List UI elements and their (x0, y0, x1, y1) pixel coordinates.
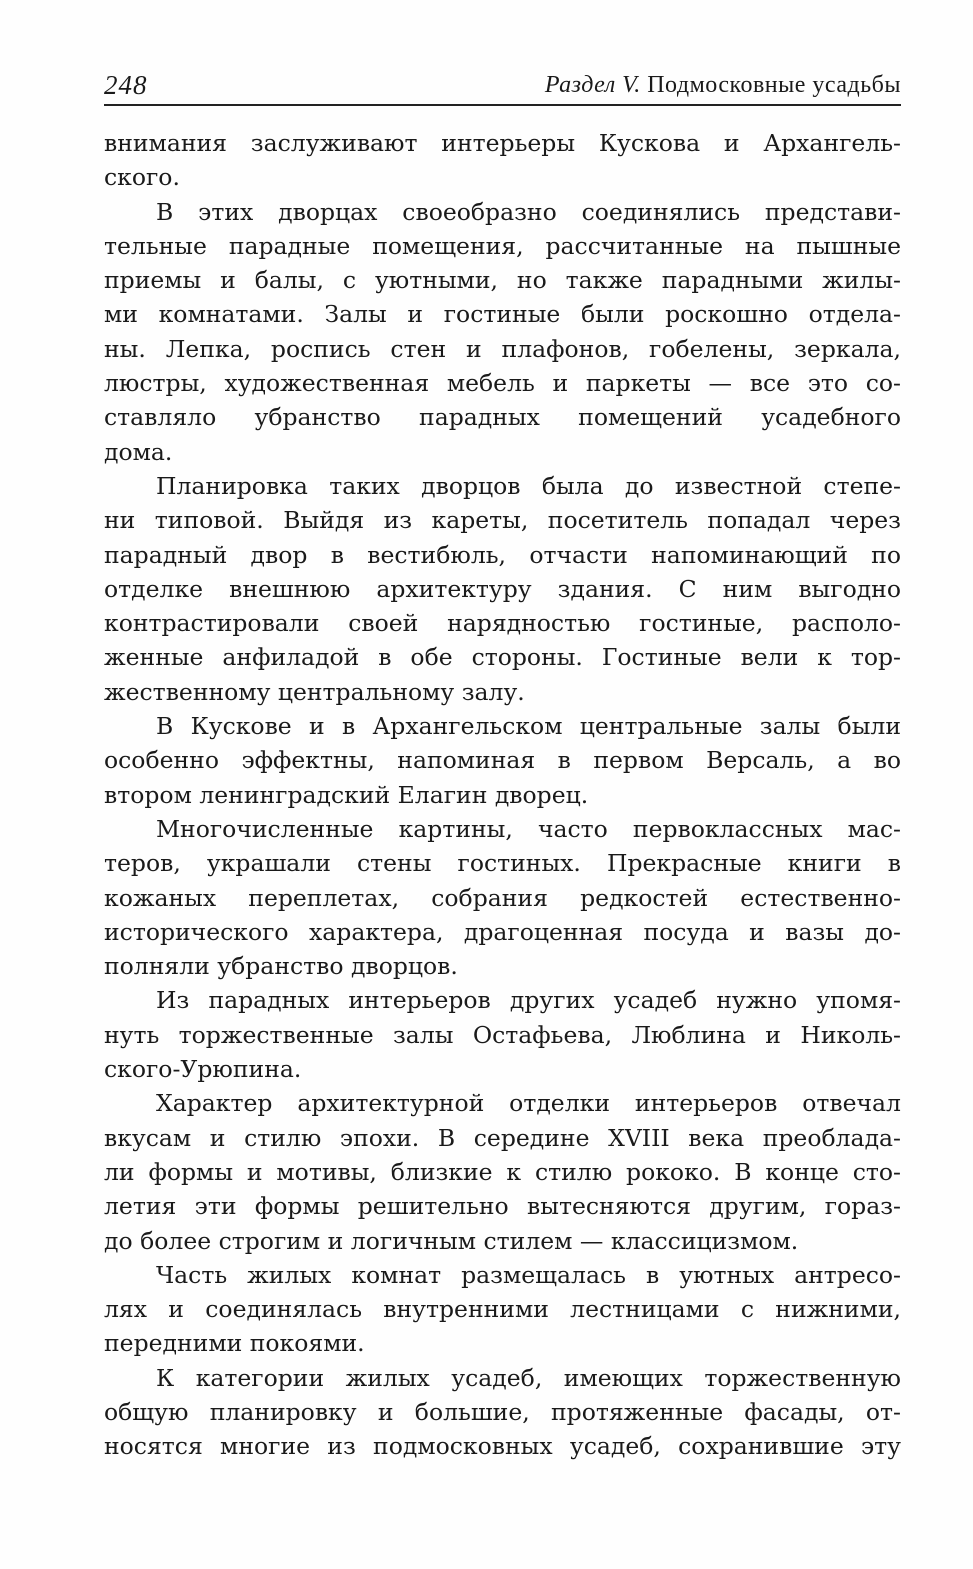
section-title (545, 72, 901, 99)
text-line: ни типовой. Выйдя из кареты, посетитель попадал через (104, 506, 901, 535)
text-line: Многочисленные картины, часто первоклассных мас- (156, 814, 901, 843)
text-line: В этих дворцах своеобразно соединялись представи- (156, 197, 901, 226)
text-line: Часть жилых комнат размещалась в уютных антресо- (156, 1260, 901, 1289)
text-line: лях и соединялась внутренними лестницами с нижними, (104, 1295, 901, 1324)
text-line: отделке внешнюю архитектуру здания. С ним выгодно (104, 574, 901, 603)
text-line: ми комнатами. Залы и гостиные были роскошно отдела- (104, 300, 901, 329)
text-line: внимания заслуживают интерьеры Кускова и Архангель- (104, 129, 901, 157)
text-line: Из парадных интерьеров других усадеб нужно упомя- (156, 986, 901, 1015)
text-line: Планировка таких дворцов была до известной степе- (156, 471, 901, 500)
page-number: 248 (104, 70, 148, 100)
text-line: до более строгим и логичным стилем — классицизмом. (104, 1226, 799, 1255)
text-line: тельные парадные помещения, рассчитанные на пышные (104, 231, 901, 260)
body-text (104, 126, 901, 1464)
text-line: летия эти формы решительно вытесняются другим, гораз- (104, 1192, 901, 1221)
text-line: приемы и балы, с уютными, но также парадными жилы- (104, 266, 901, 295)
text-line: теров, украшали стены гостиных. Прекрасные книги в (104, 849, 901, 878)
text-line: жественному центральному залу. (104, 677, 525, 706)
text-line: ского-Урюпина. (104, 1055, 302, 1084)
text-line: В Кускове и в Архангельском центральные залы были (156, 712, 901, 741)
text-line: ставляло убранство парадных помещений усадебного (104, 403, 901, 432)
text-line: кожаных переплетах, собрания редкостей естественно- (104, 883, 901, 912)
text-line: ли формы и мотивы, близкие к стилю рококо. В конце сто- (104, 1157, 901, 1186)
section-label: Раздел V. (544, 72, 641, 98)
text-line: носятся многие из подмосковных усадеб, сохранившие эту (104, 1432, 901, 1461)
text-line: женные анфиладой в обе стороны. Гостиные вели к тор- (104, 643, 901, 672)
text-line: Характер архитектурной отделки интерьеров отвечал (156, 1089, 901, 1118)
text-line: ского. (104, 163, 180, 192)
text-line: втором ленинградский Елагин дворец. (104, 780, 589, 809)
section-name: Подмосковные усадьбы (647, 72, 901, 98)
text-line: контрастировали своей нарядностью гостиные, располо- (104, 609, 901, 638)
text-line: вкусам и стилю эпохи. В середине XVIII века преоблада- (104, 1123, 901, 1152)
text-line: люстры, художественная мебель и паркеты — все это со- (104, 369, 901, 398)
text-line: нуть торжественные залы Остафьева, Люблина и Николь- (104, 1020, 901, 1049)
running-header (104, 66, 901, 106)
text-line: полняли убранство дворцов. (104, 952, 458, 981)
text-line: ны. Лепка, роспись стен и плафонов, гобелены, зеркала, (104, 334, 901, 363)
text-line: передними покоями. (104, 1329, 365, 1358)
text-line: особенно эффектны, напоминая в первом Версаль, а во (104, 746, 901, 775)
text-line: парадный двор в вестибюль, отчасти напоминающий по (104, 540, 901, 569)
text-line: К категории жилых усадеб, имеющих торжественную (156, 1363, 901, 1392)
text-line: исторического характера, драгоценная посуда и вазы до- (104, 917, 901, 946)
text-line: общую планировку и большие, протяженные фасады, от- (104, 1397, 901, 1426)
text-line: дома. (104, 437, 173, 466)
